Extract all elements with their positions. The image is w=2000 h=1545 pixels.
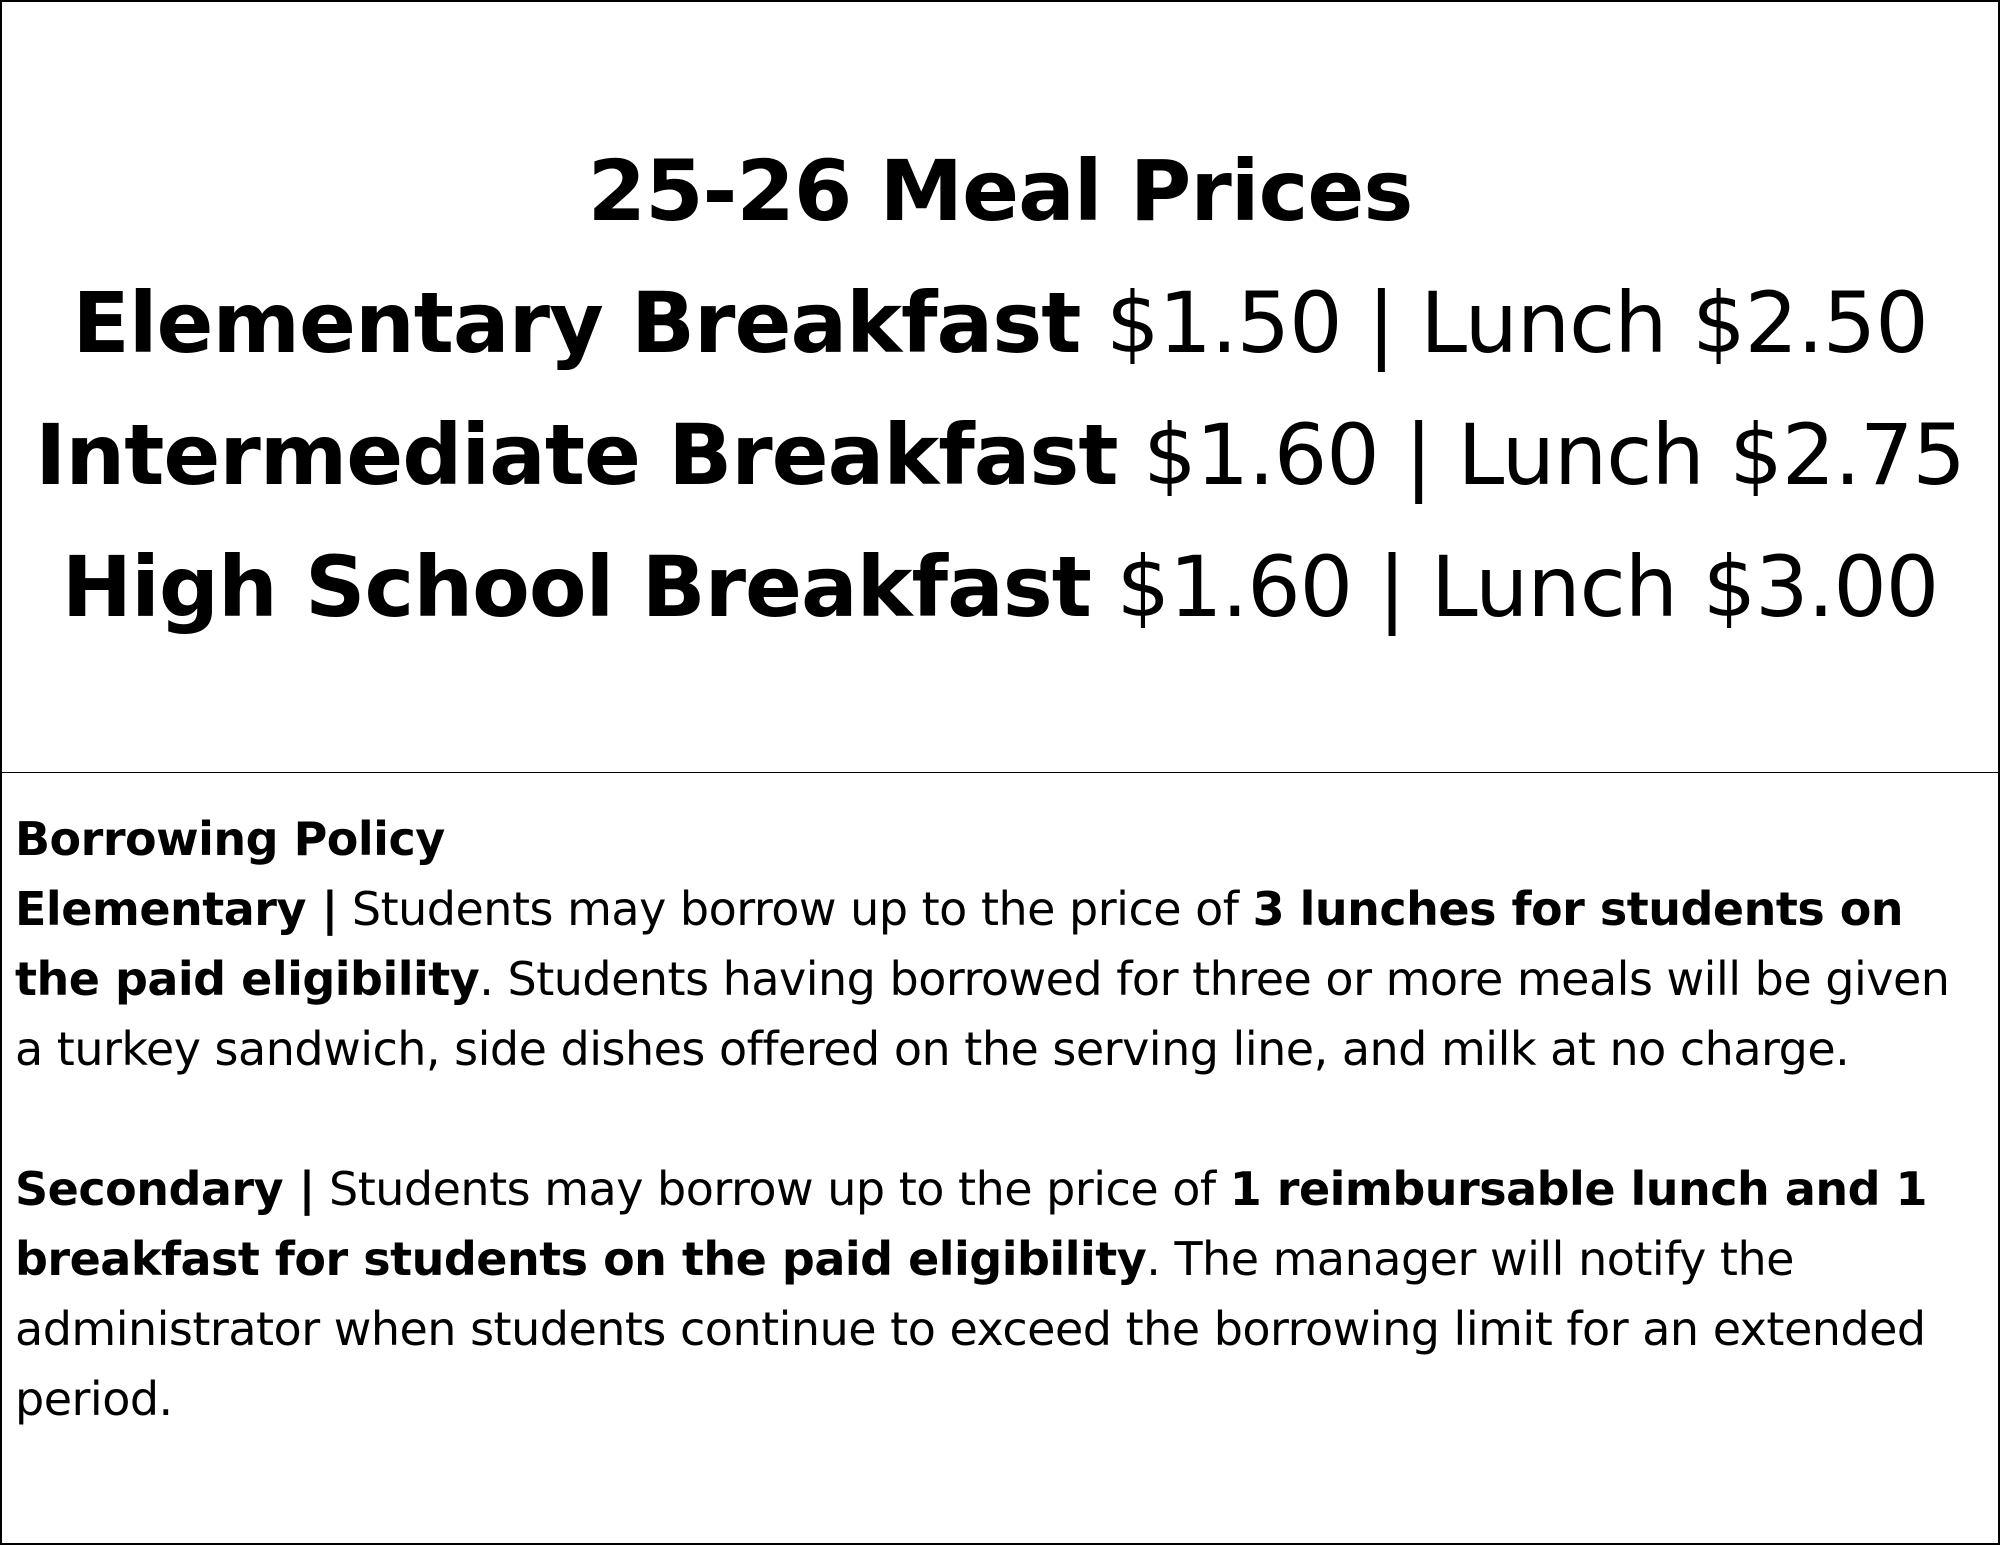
price-row-label: High School Breakfast (61, 538, 1091, 636)
policy-elementary-text-2: . Students having borrowed for three or more meals will be given a turkey sandwich, side dishes offered on the serving line, and milk at no charge. (15, 952, 1950, 1076)
policy-secondary-label: Secondary | (15, 1162, 315, 1216)
price-row-value: $1.60 | Lunch $3.00 (1090, 538, 1939, 636)
meal-prices (0, 125, 2000, 653)
price-row-label: Intermediate Breakfast (35, 406, 1118, 504)
policy-elementary-label: Elementary | (15, 882, 338, 936)
meal-prices-title: 25-26 Meal Prices (587, 142, 1413, 240)
policy-heading: Borrowing Policy (15, 812, 445, 866)
borrowing-policy (15, 804, 1980, 1434)
policy-elementary (15, 874, 1980, 1084)
price-row-value: $1.50 | Lunch $2.50 (1080, 274, 1928, 372)
price-row-high-school (0, 521, 2000, 653)
policy-elementary-bold: 3 lunches for students on the paid eligibility (15, 882, 1904, 1006)
price-row-elementary (0, 257, 2000, 389)
policy-secondary (15, 1154, 1980, 1434)
paragraph-gap (15, 1084, 1980, 1154)
policy-secondary-text-1: Students may borrow up to the price of (314, 1162, 1230, 1216)
price-row-intermediate (0, 389, 2000, 521)
price-row-label: Elementary Breakfast (72, 274, 1081, 372)
policy-elementary-text-1: Students may borrow up to the price of (337, 882, 1253, 936)
price-row-value: $1.60 | Lunch $2.75 (1117, 406, 1965, 504)
policy-secondary-bold: 1 reimbursable lunch and 1 breakfast for students on the paid eligibility (15, 1162, 1928, 1286)
policy-secondary-text-2: . The manager will notify the administrator when students continue to exceed the borrowing limit for an extended period. (15, 1232, 1926, 1426)
